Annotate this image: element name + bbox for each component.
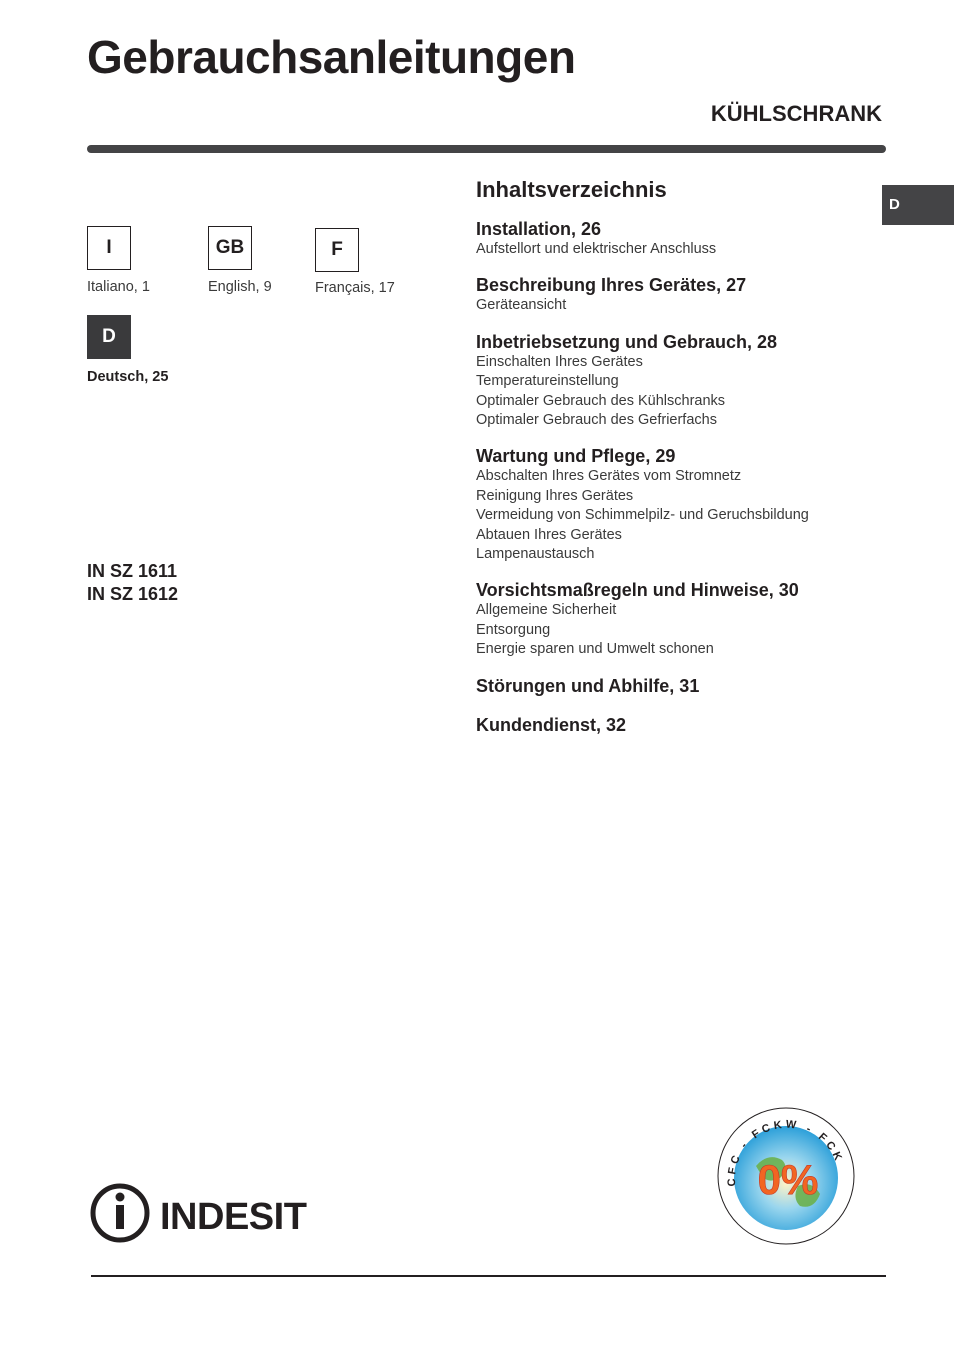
toc-item[interactable]: Optimaler Gebrauch des Gefrierfachs [476,412,717,429]
model-number: IN SZ 1611 [87,561,178,581]
toc-item[interactable]: Geräteansicht [476,297,567,314]
logo-wordmark: INDESIT [160,1196,307,1238]
product-category: KÜHLSCHRANK [710,101,882,126]
toc-section-title[interactable]: Störungen und Abhilfe, 31 [476,675,700,696]
toc-item[interactable]: Reinigung Ihres Gerätes [476,487,634,504]
cfc-free-badge [716,1106,856,1246]
toc-section-precautions [476,579,896,659]
indesit-logo [90,1182,320,1244]
toc-item[interactable]: Abschalten Ihres Gerätes vom Stromnetz [476,468,742,485]
toc-item[interactable]: Optimaler Gebrauch des Kühlschranks [476,392,726,409]
badge-value: 0% [757,1156,819,1203]
toc-section-service [476,714,896,736]
badge-ring-text: CFC - FCKW - FCK [725,1118,846,1187]
language-box-italian[interactable]: I [87,226,131,270]
toc-section-title[interactable]: Inbetriebsetzung und Gebrauch, 28 [476,331,778,352]
toc-item[interactable]: Allgemeine Sicherheit [476,602,617,619]
model-number: IN SZ 1612 [87,584,179,604]
toc-section-maintenance [476,445,896,564]
language-box-english[interactable]: GB [208,226,252,270]
table-of-contents [476,218,896,751]
footer-divider [91,1275,886,1277]
toc-section-title[interactable]: Beschreibung Ihres Gerätes, 27 [476,275,747,296]
toc-section-description [476,274,896,315]
language-label-german: Deutsch, 25 [87,369,169,385]
toc-item[interactable]: Temperatureinstellung [476,373,619,390]
toc-item[interactable]: Lampenaustausch [476,546,595,563]
toc-section-operation [476,331,896,431]
toc-item[interactable]: Energie sparen und Umwelt schonen [476,641,714,658]
toc-section-troubleshooting [476,675,896,697]
language-box-german[interactable]: D [87,315,131,359]
page-title: Gebrauchsanleitungen [87,31,576,83]
toc-item[interactable]: Einschalten Ihres Gerätes [476,353,643,370]
toc-item[interactable]: Aufstellort und elektrischer Anschluss [476,241,717,257]
language-side-tab: D [882,185,954,225]
toc-section-title[interactable]: Kundendienst, 32 [476,714,627,735]
toc-item[interactable]: Entsorgung [476,621,551,638]
language-box-french[interactable]: F [315,228,359,272]
language-label-italian: Italiano, 1 [87,279,150,295]
toc-section-title[interactable]: Vorsichtsmaßregeln und Hinweise, 30 [476,580,799,601]
toc-section-installation [476,218,896,259]
language-label-english: English, 9 [208,279,272,295]
language-label-french: Français, 17 [315,280,395,296]
toc-item[interactable]: Vermeidung von Schimmelpilz- und Geruchsbildung [476,507,809,524]
toc-heading: Inhaltsverzeichnis [476,177,667,202]
toc-section-title[interactable]: Installation, 26 [476,219,602,239]
header-divider [87,145,886,153]
toc-item[interactable]: Abtauen Ihres Gerätes [476,526,622,543]
toc-section-title[interactable]: Wartung und Pflege, 29 [476,446,676,467]
